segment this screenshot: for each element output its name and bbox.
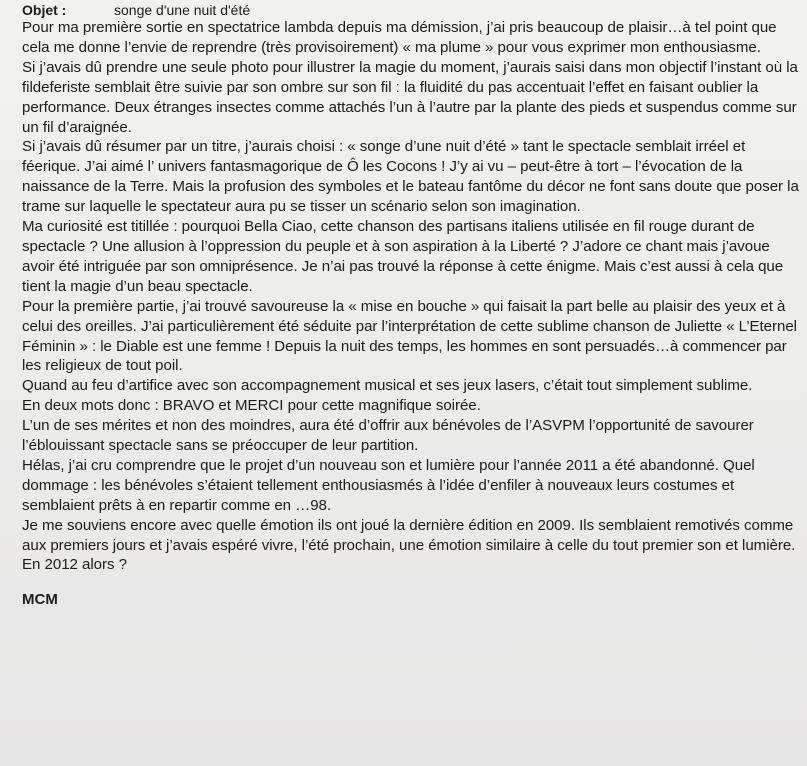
paragraph-8: L’un de ses mérites et non des moindres, aura été d’offrir aux bénévoles de l’ASVPM l’opportunité de savourer l’éblouissant spectacle sans se préoccuper de leur partition. [22,417,754,455]
paragraph-5: Pour la première partie, j’ai trouvé savoureuse la « mise en bouche » qui faisait la part belle au plaisir des yeux et à celui des oreilles. J’ai particulièrement été séduite par l’interprétation de cette sublime chanson de Juliette « L’Eternel Féminin » : le Diable est une femme ! Depuis la nuit des temps, les hommes en sont persuadés…à commencer par les religieux de tout poil. [22,297,797,375]
signature: MCM [22,591,58,609]
paragraph-3: Si j’avais dû résumer par un titre, j’aurais choisi : « songe d’une nuit d’été » tant le spectacle semblait irréel et féerique. J’ai aimé l’ univers fantasmagorique de Ô les Cocons ! J’y ai vu – peut-être à tort – l’évocation de la naissance de la Terre. Mais la profusion des symboles et le bateau fantôme du décor ne font sans doute que poser la trame sur laquelle le spectateur aura pu se tisser un scénario selon son imagination. [22,138,799,216]
paragraph-1: Pour ma première sortie en spectatrice lambda depuis ma démission, j’ai pris beaucoup de plaisir…à tel point que cela me donne l’envie de reprendre (très provisoirement) « ma plume » pour vous exprimer mon enthousiasme. [22,19,777,56]
paragraph-7: En deux mots donc : BRAVO et MERCI pour cette magnifique soirée. [22,397,481,415]
paragraph-9: Hélas, j’ai cru comprendre que le projet d’un nouveau son et lumière pour l’année 2011 a été abandonné. Quel dommage : les bénévoles s’étaient tellement enthousiasmés à l’idée d’enfiler à nouveaux leurs costumes et semblaient prêts à en repartir comme en …98. [22,456,755,514]
subject-value: songe d'une nuit d'été [114,2,251,18]
subject-line [22,2,799,18]
paragraph-2: Si j’avais dû prendre une seule photo pour illustrer la magie du moment, j’aurais saisi dans mon objectif l’instant où la fildeferiste semblait être suivie par son ombre sur son fil : la fluidité du pas accentuait l’effet en faisant oublier la performance. Deux étranges insectes comme attachés l’un à l’autre par la plante des pieds et suspendus comme sur un fil d’araignée. [22,58,798,136]
paragraph-10: Je me souviens encore avec quelle émotion ils ont joué la dernière édition en 2009. Ils semblaient remotivés comme aux premiers jours et j’avais espéré vivre, l’été prochain, une émotion similaire à celle du tout premier son et lumière. En 2012 alors ? [22,516,796,574]
paragraph-6: Quand au feu d’artifice avec son accompagnement musical et ses jeux lasers, c’était tout simplement sublime. [22,377,753,395]
subject-label: Objet : [22,2,67,18]
paragraph-4: Ma curiosité est titillée : pourquoi Bella Ciao, cette chanson des partisans italiens utilisée en fil rouge durant de spectacle ? Une allusion à l’oppression du peuple et à son aspiration à la Liberté ? J’adore ce chant mais j’avoue avoir été intriguée par son omniprésence. Je n’ai pas trouvé la réponse à cette énigme. Mais c’est aussi à cela que tient la magie d’un beau spectacle. [22,218,784,295]
